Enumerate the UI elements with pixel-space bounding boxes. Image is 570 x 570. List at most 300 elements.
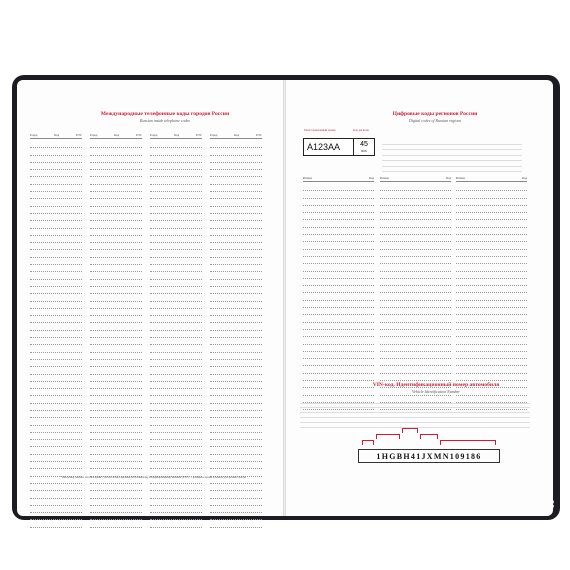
- table-row: [30, 221, 82, 228]
- table-row: [30, 513, 82, 520]
- table-row: [150, 506, 202, 513]
- table-row: [210, 141, 262, 148]
- column-header: [210, 133, 262, 139]
- left-page-footnote: * (звездочка) означает местное время с учётом летнего времени по Всемирному координированному времени (UTC) — всемирное время, основное для часовых поясов.: [60, 476, 247, 479]
- table-row: [30, 156, 82, 163]
- table-row: [90, 389, 142, 396]
- table-row: [90, 375, 142, 382]
- table-row: [303, 315, 374, 322]
- table-row: [303, 352, 374, 359]
- table-row: [150, 170, 202, 177]
- table-row: [456, 330, 527, 337]
- table-row: [150, 491, 202, 498]
- table-row: [150, 338, 202, 345]
- table-row: [90, 170, 142, 177]
- table-row: [150, 499, 202, 506]
- table-row: [150, 302, 202, 309]
- table-row: [303, 293, 374, 300]
- table-row: [90, 207, 142, 214]
- table-row: [30, 192, 82, 199]
- table-row: [380, 366, 451, 373]
- table-row: [210, 367, 262, 374]
- license-plate: [303, 138, 375, 156]
- table-row: [210, 345, 262, 352]
- table-row: [380, 330, 451, 337]
- column-header-label: Код: [114, 133, 120, 137]
- table-row: [303, 323, 374, 330]
- table-row: [30, 323, 82, 330]
- column-header: [303, 176, 374, 182]
- table-row: [30, 250, 82, 257]
- table-column: [380, 176, 451, 410]
- table-row: [30, 170, 82, 177]
- table-row: [456, 323, 527, 330]
- table-row: [303, 366, 374, 373]
- column-header-label: UTC: [196, 133, 202, 137]
- table-row: [30, 506, 82, 513]
- table-row: [90, 316, 142, 323]
- column-header-label: Код: [54, 133, 60, 137]
- table-row: [90, 309, 142, 316]
- table-row: [303, 264, 374, 271]
- table-row: [456, 213, 527, 220]
- table-row: [150, 309, 202, 316]
- table-row: [380, 184, 451, 191]
- table-row: [456, 206, 527, 213]
- table-row: [30, 499, 82, 506]
- table-row: [150, 353, 202, 360]
- table-row: [380, 264, 451, 271]
- table-row: [30, 272, 82, 279]
- table-row: [456, 220, 527, 227]
- table-row: [150, 389, 202, 396]
- table-row: [150, 462, 202, 469]
- table-row: [30, 396, 82, 403]
- table-row: [30, 229, 82, 236]
- table-row: [210, 520, 262, 527]
- table-row: [90, 185, 142, 192]
- table-row: [30, 141, 82, 148]
- column-header-label: Город: [90, 133, 98, 137]
- table-row: [210, 338, 262, 345]
- table-row: [90, 294, 142, 301]
- table-row: [456, 242, 527, 249]
- table-row: [30, 411, 82, 418]
- table-row: [150, 411, 202, 418]
- column-header-label: Регион: [380, 176, 389, 180]
- table-row: [210, 404, 262, 411]
- corner-stitch-right: [530, 492, 554, 516]
- table-row: [30, 258, 82, 265]
- table-row: [210, 484, 262, 491]
- table-row: [90, 484, 142, 491]
- table-row: [210, 513, 262, 520]
- table-row: [303, 228, 374, 235]
- plate-number: А123АА: [307, 142, 341, 152]
- table-row: [30, 520, 82, 527]
- table-row: [150, 440, 202, 447]
- table-row: [210, 353, 262, 360]
- right-page-title: Цифровые коды регионов России: [392, 111, 478, 117]
- table-row: [380, 235, 451, 242]
- table-row: [210, 156, 262, 163]
- table-row: [30, 207, 82, 214]
- table-row: [90, 163, 142, 170]
- column-header: [150, 133, 202, 139]
- table-row: [380, 293, 451, 300]
- table-row: [210, 185, 262, 192]
- table-row: [380, 359, 451, 366]
- table-row: [210, 229, 262, 236]
- table-row: [210, 462, 262, 469]
- table-row: [210, 280, 262, 287]
- table-row: [303, 337, 374, 344]
- table-row: [303, 374, 374, 381]
- table-row: [150, 185, 202, 192]
- table-row: [150, 513, 202, 520]
- table-row: [150, 199, 202, 206]
- table-row: [30, 316, 82, 323]
- table-row: [210, 258, 262, 265]
- table-row: [90, 258, 142, 265]
- table-row: [210, 331, 262, 338]
- left-page-subtitle: Russian inside telephone codes: [140, 118, 190, 123]
- table-row: [210, 163, 262, 170]
- table-row: [210, 309, 262, 316]
- table-row: [303, 330, 374, 337]
- table-row: [30, 331, 82, 338]
- table-row: [90, 141, 142, 148]
- table-row: [303, 220, 374, 227]
- table-row: [303, 184, 374, 191]
- table-row: [90, 440, 142, 447]
- table-row: [303, 257, 374, 264]
- table-row: [150, 177, 202, 184]
- right-page-subtitle: Digital codes of Russian regions: [408, 118, 462, 123]
- table-row: [150, 141, 202, 148]
- table-row: [456, 293, 527, 300]
- table-row: [210, 389, 262, 396]
- table-row: [150, 294, 202, 301]
- table-row: [150, 375, 202, 382]
- table-row: [150, 221, 202, 228]
- table-row: [150, 243, 202, 250]
- table-row: [30, 309, 82, 316]
- table-row: [210, 148, 262, 155]
- table-row: [30, 265, 82, 272]
- column-header-label: UTC: [136, 133, 142, 137]
- table-row: [303, 199, 374, 206]
- vin-bracket: [440, 440, 496, 445]
- table-row: [150, 520, 202, 527]
- table-row: [380, 206, 451, 213]
- table-row: [210, 499, 262, 506]
- table-row: [30, 280, 82, 287]
- table-row: [303, 235, 374, 242]
- table-row: [150, 236, 202, 243]
- table-row: [380, 286, 451, 293]
- table-row: [210, 396, 262, 403]
- table-row: [90, 426, 142, 433]
- table-row: [210, 360, 262, 367]
- table-row: [380, 308, 451, 315]
- table-row: [380, 213, 451, 220]
- table-row: [30, 163, 82, 170]
- table-row: [90, 221, 142, 228]
- plate-description: [382, 140, 522, 173]
- column-header: [456, 176, 527, 182]
- table-row: [303, 345, 374, 352]
- table-row: [90, 272, 142, 279]
- table-row: [150, 331, 202, 338]
- table-row: [90, 214, 142, 221]
- table-row: [210, 418, 262, 425]
- table-row: [303, 213, 374, 220]
- table-row: [90, 156, 142, 163]
- column-header-label: Город: [210, 133, 218, 137]
- column-header: [30, 133, 82, 139]
- table-row: [30, 338, 82, 345]
- column-header-label: Код: [369, 176, 374, 180]
- table-row: [210, 170, 262, 177]
- table-row: [150, 163, 202, 170]
- table-row: [30, 447, 82, 454]
- table-row: [30, 287, 82, 294]
- table-row: [210, 426, 262, 433]
- column-header-label: Код: [174, 133, 180, 137]
- table-row: [150, 367, 202, 374]
- table-column: [150, 133, 202, 528]
- table-row: [210, 177, 262, 184]
- table-row: [380, 228, 451, 235]
- table-column: [90, 133, 142, 528]
- plate-region-code: 45: [360, 141, 368, 148]
- table-row: [30, 382, 82, 389]
- table-column: [456, 176, 527, 410]
- table-row: [210, 243, 262, 250]
- table-row: [90, 520, 142, 527]
- column-header-label: Город: [30, 133, 38, 137]
- table-row: [30, 455, 82, 462]
- table-row: [210, 433, 262, 440]
- column-header: [380, 176, 451, 182]
- table-row: [380, 374, 451, 381]
- table-row: [456, 264, 527, 271]
- table-row: [90, 411, 142, 418]
- table-row: [380, 199, 451, 206]
- table-column: [210, 133, 262, 528]
- column-header: [90, 133, 142, 139]
- table-row: [380, 279, 451, 286]
- table-row: [30, 367, 82, 374]
- table-row: [456, 374, 527, 381]
- column-header-label: UTC: [76, 133, 82, 137]
- table-row: [150, 382, 202, 389]
- table-row: [90, 506, 142, 513]
- table-row: [150, 316, 202, 323]
- table-row: [30, 491, 82, 498]
- table-row: [303, 359, 374, 366]
- table-row: [303, 242, 374, 249]
- table-row: [150, 265, 202, 272]
- table-row: [456, 191, 527, 198]
- table-row: [30, 294, 82, 301]
- table-row: [150, 148, 202, 155]
- vin-description: [300, 400, 530, 429]
- table-row: [456, 228, 527, 235]
- table-row: [30, 199, 82, 206]
- table-row: [150, 207, 202, 214]
- table-row: [210, 323, 262, 330]
- table-row: [90, 199, 142, 206]
- table-row: [303, 308, 374, 315]
- table-row: [30, 214, 82, 221]
- table-row: [30, 440, 82, 447]
- table-row: [150, 455, 202, 462]
- table-row: [210, 192, 262, 199]
- table-row: [30, 236, 82, 243]
- table-row: [380, 272, 451, 279]
- table-row: [30, 433, 82, 440]
- table-row: [210, 382, 262, 389]
- table-row: [30, 360, 82, 367]
- table-row: [30, 148, 82, 155]
- table-row: [90, 302, 142, 309]
- table-row: [380, 352, 451, 359]
- column-header-label: Код: [446, 176, 451, 180]
- table-row: [456, 272, 527, 279]
- table-row: [150, 484, 202, 491]
- table-row: [150, 280, 202, 287]
- left-page-title: Международные телефонные коды городов России: [100, 111, 230, 117]
- plate-region-box: [353, 139, 374, 155]
- table-row: [90, 323, 142, 330]
- vin-code-box: [358, 449, 500, 463]
- table-row: [30, 353, 82, 360]
- table-row: [90, 148, 142, 155]
- table-row: [210, 294, 262, 301]
- table-row: [150, 404, 202, 411]
- table-row: [90, 345, 142, 352]
- table-row: [90, 462, 142, 469]
- table-row: [210, 440, 262, 447]
- table-row: [150, 396, 202, 403]
- table-row: [90, 404, 142, 411]
- table-row: [90, 513, 142, 520]
- plate-country: RUS: [361, 150, 367, 153]
- table-row: [210, 221, 262, 228]
- table-row: [30, 484, 82, 491]
- table-row: [30, 243, 82, 250]
- table-row: [150, 323, 202, 330]
- column-header-label: UTC: [256, 133, 262, 137]
- table-row: [303, 250, 374, 257]
- table-row: [303, 206, 374, 213]
- table-row: [210, 272, 262, 279]
- table-row: [150, 447, 202, 454]
- table-row: [303, 279, 374, 286]
- vin-subtitle: Vehicle Identification Number: [412, 389, 460, 394]
- table-row: [150, 433, 202, 440]
- plate-label-region: Код региона: [353, 128, 369, 132]
- table-row: [30, 426, 82, 433]
- table-row: [90, 243, 142, 250]
- table-row: [456, 352, 527, 359]
- table-row: [456, 199, 527, 206]
- table-row: [210, 491, 262, 498]
- table-row: [210, 506, 262, 513]
- table-row: [456, 366, 527, 373]
- table-row: [456, 286, 527, 293]
- table-row: [90, 382, 142, 389]
- table-row: [90, 418, 142, 425]
- table-row: [30, 177, 82, 184]
- table-row: [150, 258, 202, 265]
- table-row: [456, 337, 527, 344]
- table-row: [150, 229, 202, 236]
- table-row: [380, 257, 451, 264]
- table-row: [90, 433, 142, 440]
- table-row: [150, 156, 202, 163]
- table-row: [456, 359, 527, 366]
- table-row: [456, 250, 527, 257]
- table-row: [30, 375, 82, 382]
- vin-code: 1HGBH41JXMN109186: [376, 451, 482, 461]
- table-row: [210, 199, 262, 206]
- table-row: [150, 272, 202, 279]
- column-header-label: Регион: [456, 176, 465, 180]
- notch-decoration: [3, 94, 27, 118]
- table-row: [303, 191, 374, 198]
- column-header-label: Код: [234, 133, 240, 137]
- table-column: [30, 133, 82, 528]
- table-row: [456, 184, 527, 191]
- table-row: [90, 177, 142, 184]
- table-row: [380, 301, 451, 308]
- vin-bracket: [402, 428, 418, 433]
- table-row: [456, 315, 527, 322]
- table-row: [456, 279, 527, 286]
- table-row: [90, 250, 142, 257]
- table-row: [30, 345, 82, 352]
- vin-bracket: [362, 440, 374, 445]
- table-row: [380, 337, 451, 344]
- table-row: [90, 229, 142, 236]
- table-row: [90, 236, 142, 243]
- table-row: [210, 455, 262, 462]
- table-row: [210, 447, 262, 454]
- table-row: [380, 345, 451, 352]
- table-row: [456, 257, 527, 264]
- table-row: [380, 250, 451, 257]
- table-row: [30, 389, 82, 396]
- vin-title: VIN-код. Идентификационный номер автомобиля: [372, 382, 500, 388]
- book-spine: [283, 80, 286, 516]
- plate-label-number: Регистрационный номер: [304, 128, 336, 132]
- table-row: [30, 418, 82, 425]
- table-row: [210, 207, 262, 214]
- table-row: [150, 360, 202, 367]
- table-row: [150, 287, 202, 294]
- table-row: [380, 220, 451, 227]
- table-row: [210, 265, 262, 272]
- table-row: [380, 242, 451, 249]
- table-row: [210, 316, 262, 323]
- table-row: [90, 287, 142, 294]
- table-row: [150, 418, 202, 425]
- table-row: [90, 499, 142, 506]
- table-row: [210, 287, 262, 294]
